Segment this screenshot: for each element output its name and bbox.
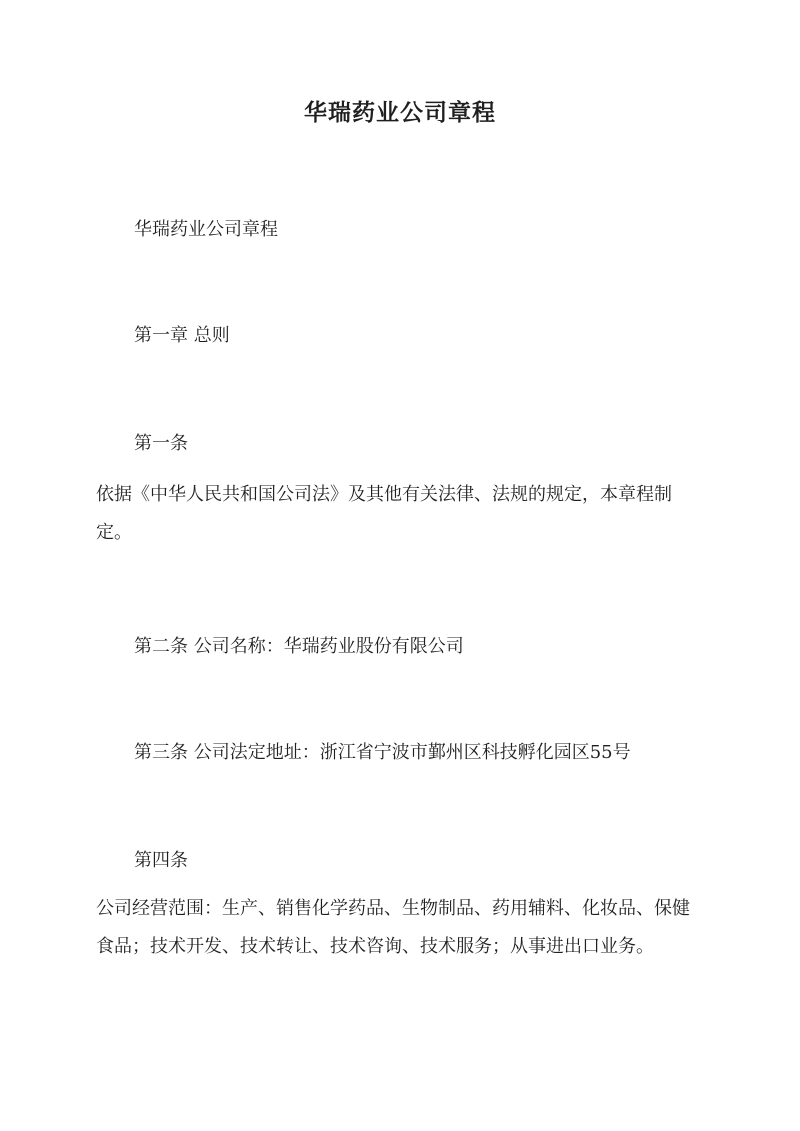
article-4-text: 公司经营范围：生产、销售化学药品、生物制品、药用辅料、化妆品、保健食品；技术开发、技术转让、技术咨询、技术服务；从事进出口业务。: [96, 898, 690, 957]
article-4-label: 第四条: [134, 850, 188, 871]
article-1-label: 第一条: [134, 433, 188, 454]
heading-repeat: 华瑞药业公司章程: [134, 219, 278, 240]
chapter-heading: 第一章 总则: [134, 325, 230, 346]
article-3: 第三条 公司法定地址：浙江省宁波市鄞州区科技孵化园区55号: [134, 742, 631, 763]
document-title: 华瑞药业公司章程: [304, 99, 496, 126]
article-1-text: 依据《中华人民共和国公司法》及其他有关法律、法规的规定，本章程制定。: [96, 484, 672, 543]
article-2: 第二条 公司名称：华瑞药业股份有限公司: [134, 636, 464, 657]
